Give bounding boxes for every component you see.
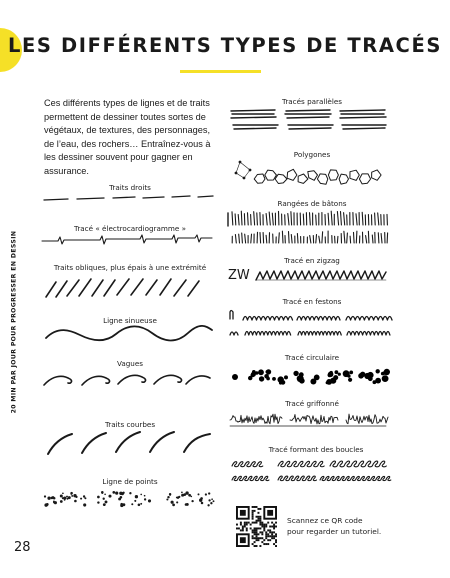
- polygons-sample: [235, 161, 382, 185]
- label-circular: Tracé circulaire: [284, 353, 340, 362]
- qr-caption: [287, 515, 381, 537]
- label-dotted-line: Ligne de points: [102, 477, 158, 486]
- side-running-title: 20 MIN PAR JOUR POUR PROGRESSER EN DESSIN: [10, 230, 18, 414]
- label-scribble: Tracé griffonné: [285, 399, 339, 408]
- label-polygons: Polygones: [293, 150, 331, 159]
- label-wavy-line: Ligne sinueuse: [103, 316, 157, 325]
- label-stick-rows: Rangées de bâtons: [277, 199, 347, 208]
- label-ecg-line: Tracé « électrocardiogramme »: [73, 224, 187, 233]
- scallops-sample: [230, 311, 392, 336]
- scribble-sample: [230, 414, 388, 426]
- label-scallops: Tracé en festons: [282, 297, 342, 306]
- label-parallel-lines: Tracés parallèles: [281, 97, 343, 106]
- intro-paragraph: Ces différents types de lignes et de traits permettent de dessiner toutes sortes de végétaux, de textures, des personnages, de l’eau, des rochers… Entraînez-vous à les dessiner souvent pour gagner en assurance.: [44, 98, 211, 176]
- qr-caption-line1: Scannez ce QR code: [287, 516, 363, 525]
- zigzag-sample: [256, 271, 386, 280]
- qr-caption-line2: pour regarder un tutoriel.: [287, 527, 382, 536]
- stick-rows-sample: [228, 211, 388, 243]
- circular-sample: [232, 369, 390, 385]
- label-zigzag: Tracé en zigzag: [284, 256, 340, 265]
- label-oblique-lines: Traits obliques, plus épais à une extrémité: [53, 263, 207, 272]
- label-waves: Vagues: [116, 359, 144, 368]
- page-number: 28: [14, 540, 31, 555]
- loops-sample: [232, 461, 391, 481]
- label-straight-lines: Traits droits: [109, 183, 151, 192]
- parallel-lines-sample: [231, 110, 386, 129]
- label-loops: Tracé formant des boucles: [268, 445, 364, 454]
- zw-letters: ZW: [228, 268, 250, 283]
- qr-code-icon[interactable]: [236, 506, 277, 547]
- page-title: LES DIFFÉRENTS TYPES DE TRACÉS: [7, 34, 443, 57]
- label-curved-lines: Traits courbes: [104, 420, 156, 429]
